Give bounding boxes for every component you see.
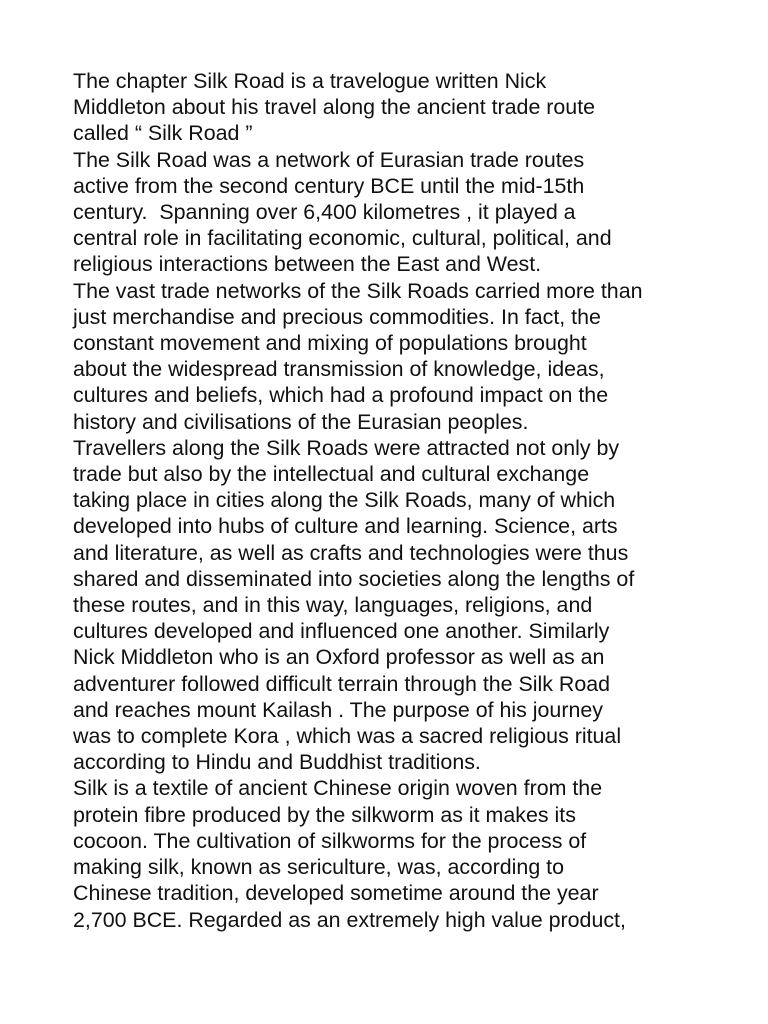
text-line: The chapter Silk Road is a travelogue written Nick <box>73 69 547 93</box>
text-line: history and civilisations of the Eurasian peoples. <box>73 409 529 434</box>
text-line: according to Hindu and Buddhist traditions. <box>73 750 481 775</box>
text-line: century. Spanning over 6,400 kilometres , it played a <box>73 200 576 225</box>
text-line: and reaches mount Kailash . The purpose of his journey <box>73 697 603 722</box>
paragraph-travellers <box>73 435 753 776</box>
text-line: cultures developed and influenced one another. Similarly <box>73 619 610 644</box>
text-line: Travellers along the Silk Roads were attracted not only by <box>73 435 620 460</box>
text-line: making silk, known as sericulture, was, according to <box>73 855 565 880</box>
text-line: taking place in cities along the Silk Roads, many of which <box>73 488 616 513</box>
text-line: trade but also by the intellectual and cultural exchange <box>73 462 590 487</box>
text-line: was to complete Kora , which was a sacred religious ritual <box>73 724 622 749</box>
text-line: religious interactions between the East and West. <box>73 252 542 277</box>
text-line: these routes, and in this way, languages, religions, and <box>73 593 593 618</box>
text-line: The Silk Road was a network of Eurasian trade routes <box>73 147 585 172</box>
text-line: shared and disseminated into societies along the lengths of <box>73 566 635 591</box>
paragraph-trade-networks <box>73 278 753 435</box>
text-line: about the widespread transmission of knowledge, ideas, <box>73 357 605 382</box>
text-line: Silk is a textile of ancient Chinese origin woven from the <box>73 776 603 801</box>
text-line: protein fibre produced by the silkworm as it makes its <box>73 802 576 827</box>
text-line: active from the second century BCE until the mid-15th <box>73 173 585 198</box>
paragraph-intro <box>73 68 753 147</box>
text-line: Middleton about his travel along the ancient trade route <box>73 95 596 120</box>
text-line: 2,700 BCE. Regarded as an extremely high value product, <box>73 907 626 932</box>
paragraph-silk-road-definition <box>73 147 753 278</box>
text-line: developed into hubs of culture and learning. Science, arts <box>73 514 618 539</box>
text-line: Chinese tradition, developed sometime around the year <box>73 881 599 906</box>
text-line: cultures and beliefs, which had a profound impact on the <box>73 383 609 408</box>
paragraph-silk-origin <box>73 775 753 932</box>
text-line: Nick Middleton who is an Oxford professor as well as an <box>73 645 605 670</box>
text-line: cocoon. The cultivation of silkworms for the process of <box>73 828 587 853</box>
document-body <box>73 68 753 933</box>
text-line: The vast trade networks of the Silk Roads carried more than <box>73 278 643 303</box>
text-line: and literature, as well as crafts and technologies were thus <box>73 540 629 565</box>
text-line: central role in facilitating economic, cultural, political, and <box>73 226 612 251</box>
text-line: constant movement and mixing of populations brought <box>73 331 587 356</box>
text-line: adventurer followed difficult terrain through the Silk Road <box>73 671 611 696</box>
text-line: called “ Silk Road ” <box>73 121 253 146</box>
text-line: just merchandise and precious commodities. In fact, the <box>73 304 601 329</box>
